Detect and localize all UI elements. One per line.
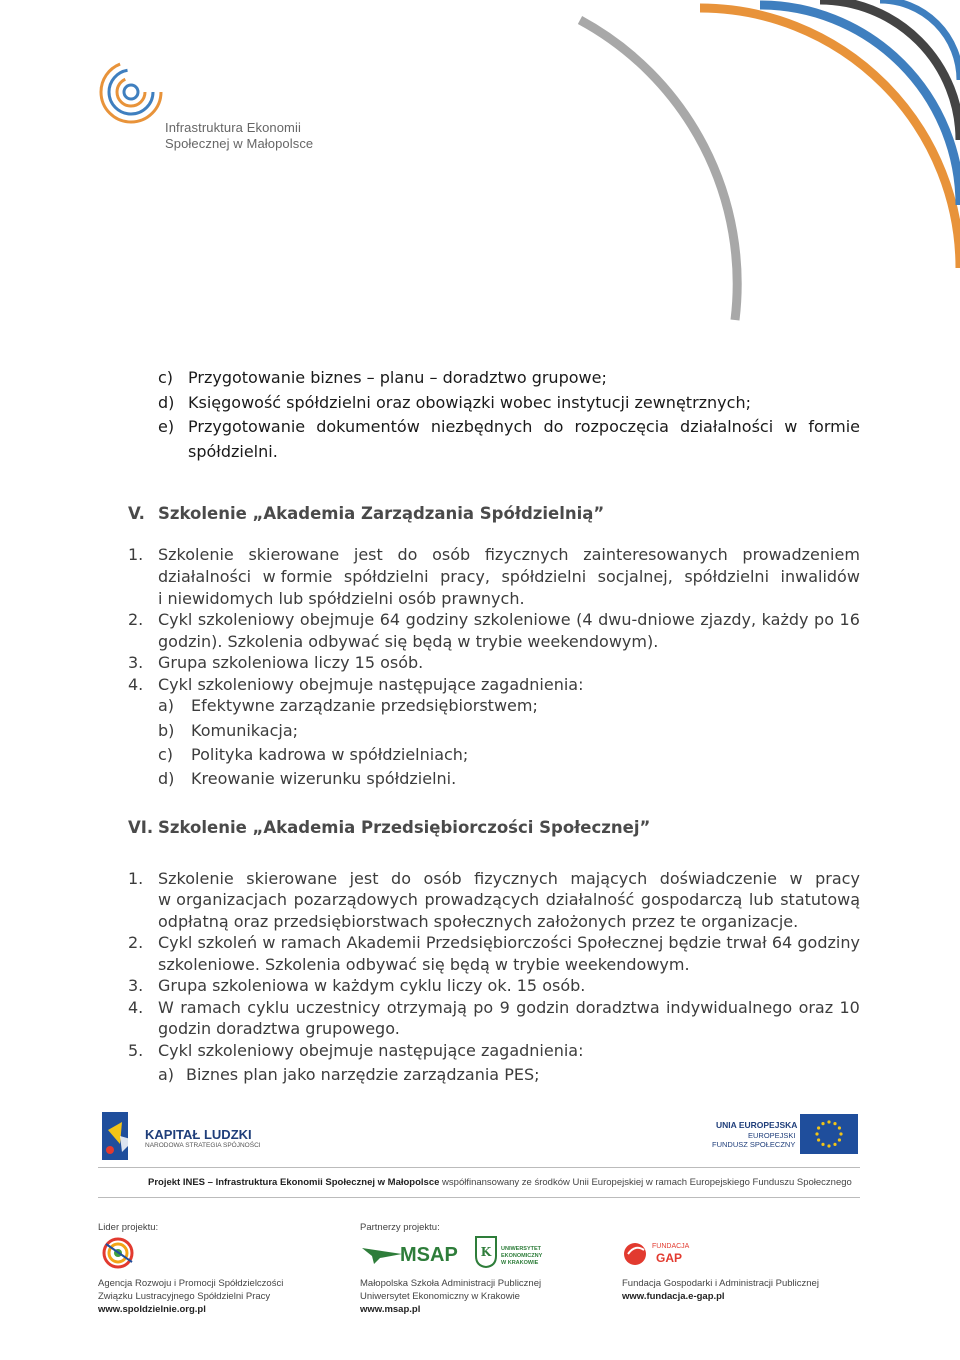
lider-name-line1: Agencja Rozwoju i Promocji Spółdzielczości xyxy=(98,1278,284,1289)
list-number: 4. xyxy=(128,998,144,1017)
ines-logo-icon xyxy=(96,60,166,130)
paragraph-line: Cykl szkoleń w ramach Akademii Przedsiębiorczości Społecznej będzie trwał 64 godziny xyxy=(158,933,860,952)
list-item-text: Księgowość spółdzielni oraz obowiązki wobec instytucji zewnętrznych; xyxy=(188,393,751,412)
partner-gap-website-link[interactable]: www.fundacja.e-gap.pl xyxy=(622,1291,725,1302)
section-heading-number: VI. xyxy=(128,818,154,837)
partner-msap-line2: Uniwersytet Ekonomiczny w Krakowie xyxy=(360,1291,520,1302)
paragraph-line: Cykl szkoleniowy obejmuje następujące zagadnienia: xyxy=(158,1041,584,1060)
list-label: e) xyxy=(158,417,175,436)
paragraph-line: odpłatną oraz przedsiębiorstwach społecznych założonych przez te organizacje. xyxy=(158,912,799,931)
msap-logo xyxy=(362,1244,402,1268)
list-number: 1. xyxy=(128,545,144,564)
paragraph-line: Szkolenie skierowane jest do osób fizycznych mających doświadczenie w pracy xyxy=(158,869,860,888)
paragraph-line: godzin doradztwa grupowego. xyxy=(158,1019,400,1038)
gap-logo-icon xyxy=(622,1240,652,1266)
kapital-ludzki-subtitle: NARODOWA STRATEGIA SPÓJNOŚCI xyxy=(145,1142,261,1149)
lider-label: Lider projektu: xyxy=(98,1222,159,1233)
paragraph-line: W ramach cyklu uczestnicy otrzymają po 9 godzin doradztwa indywidualnego oraz 10 xyxy=(158,998,860,1017)
uek-name: UNIWERSYTET EKONOMICZNY W KRAKOWIE xyxy=(501,1246,543,1266)
list-item-text: Polityka kadrowa w spółdzielniach; xyxy=(191,745,469,764)
list-item-text: Przygotowanie dokumentów niezbędnych do rozpoczęcia działalności w formie xyxy=(188,417,860,436)
kapital-ludzki-logo xyxy=(98,1110,138,1166)
uek-crest-icon xyxy=(475,1236,497,1268)
list-number: 2. xyxy=(128,933,144,952)
footer-divider xyxy=(98,1197,860,1198)
eu-flag-icon xyxy=(800,1114,858,1154)
gap-wordmark-top: FUNDACJA xyxy=(652,1243,690,1250)
eu-flag xyxy=(800,1114,858,1158)
list-number: 2. xyxy=(128,610,144,629)
arips-logo-icon xyxy=(98,1236,140,1270)
list-label: c) xyxy=(158,745,174,764)
section-heading: Szkolenie „Akademia Przedsiębiorczości Społecznej” xyxy=(158,818,651,837)
paragraph-line: Grupa szkoleniowa w każdym cyklu liczy ok. 15 osób. xyxy=(158,976,586,995)
kapital-ludzki-icon xyxy=(98,1110,138,1162)
paragraph-line: i niewidomych lub spółdzielni osób prawnych. xyxy=(158,589,525,608)
section-heading-number: V. xyxy=(128,504,145,523)
arips-logo xyxy=(98,1236,140,1274)
list-item-text: Kreowanie wizerunku spółdzielni. xyxy=(191,769,457,788)
lider-website-link[interactable]: www.spoldzielnie.org.pl xyxy=(98,1304,206,1315)
eu-name: UNIA EUROPEJSKA xyxy=(716,1120,798,1130)
lider-name-line2: Związku Lustracyjnego Spółdzielni Pracy xyxy=(98,1291,271,1302)
list-number: 1. xyxy=(128,869,144,888)
partner-gap-name: Fundacja Gospodarki i Administracji Publicznej xyxy=(622,1278,819,1289)
partner-msap-line1: Małopolska Szkoła Administracji Publicznej xyxy=(360,1278,542,1289)
list-item-text: Efektywne zarządzanie przedsiębiorstwem; xyxy=(191,696,538,715)
decorative-arcs-graphic xyxy=(560,0,960,340)
project-funding-line: Projekt INES – Infrastruktura Ekonomii Społecznej w Małopolsce współfinansowany ze środków Unii Europejskiej w ramach Europejskiego Funduszu Społecznego xyxy=(148,1177,852,1188)
partner-msap-website-link[interactable]: www.msap.pl xyxy=(360,1304,421,1315)
ines-logo xyxy=(96,60,166,134)
list-item-text: Komunikacja; xyxy=(191,721,299,740)
efs-line2: FUNDUSZ SPOŁECZNY xyxy=(712,1140,796,1149)
list-label: d) xyxy=(158,393,175,412)
list-label: c) xyxy=(158,368,174,387)
list-item-continuation: spółdzielni. xyxy=(188,442,278,461)
msap-wordmark: MSAP xyxy=(400,1244,458,1266)
kapital-ludzki-title: KAPITAŁ LUDZKI xyxy=(145,1127,252,1142)
footer-divider xyxy=(98,1167,860,1168)
gap-logo xyxy=(622,1240,652,1270)
paragraph-line: godzin). Szkolenia odbywać się będą w trybie weekendowym). xyxy=(158,632,659,651)
partners-label: Partnerzy projektu: xyxy=(360,1222,440,1233)
paragraph-line: Grupa szkoleniowa liczy 15 osób. xyxy=(158,653,424,672)
list-item-text: Biznes plan jako narzędzie zarządzania PES; xyxy=(186,1065,540,1084)
paragraph-line: Cykl szkoleniowy obejmuje 64 godziny szkoleniowe (4 dwu-dniowe zjazdy, każdy po 16 xyxy=(158,610,860,629)
uek-crest xyxy=(475,1236,497,1272)
efs-line1: EUROPEJSKI xyxy=(748,1131,796,1140)
list-label: d) xyxy=(158,769,175,788)
list-number: 5. xyxy=(128,1041,144,1060)
gap-wordmark: GAP xyxy=(656,1251,683,1265)
brand-name-line1: Infrastruktura Ekonomii xyxy=(165,120,301,135)
paragraph-line: Cykl szkoleniowy obejmuje następujące zagadnienia: xyxy=(158,675,584,694)
list-label: a) xyxy=(158,1065,175,1084)
paragraph-line: Szkolenie skierowane jest do osób fizycznych zainteresowanych prowadzeniem xyxy=(158,545,860,564)
list-number: 3. xyxy=(128,976,144,995)
paragraph-line: szkoleniowe. Szkolenia odbywać się będą w trybie weekendowym. xyxy=(158,955,690,974)
paragraph-line: w organizacjach pozarządowych prowadzących działalność gospodarczą lub statutową xyxy=(158,890,860,909)
section-heading: Szkolenie „Akademia Zarządzania Spółdzielnią” xyxy=(158,504,605,523)
list-label: a) xyxy=(158,696,175,715)
svg-text:K: K xyxy=(480,1245,492,1259)
list-label: b) xyxy=(158,721,175,740)
brand-name-line2: Społecznej w Małopolsce xyxy=(165,136,314,151)
paragraph-line: działalności w formie spółdzielni pracy, spółdzielni socjalnej, spółdzielni inwalidów xyxy=(158,567,860,586)
msap-eagle-icon xyxy=(362,1244,402,1264)
list-number: 3. xyxy=(128,653,144,672)
list-item-text: Przygotowanie biznes – planu – doradztwo grupowe; xyxy=(188,368,607,387)
list-number: 4. xyxy=(128,675,144,694)
